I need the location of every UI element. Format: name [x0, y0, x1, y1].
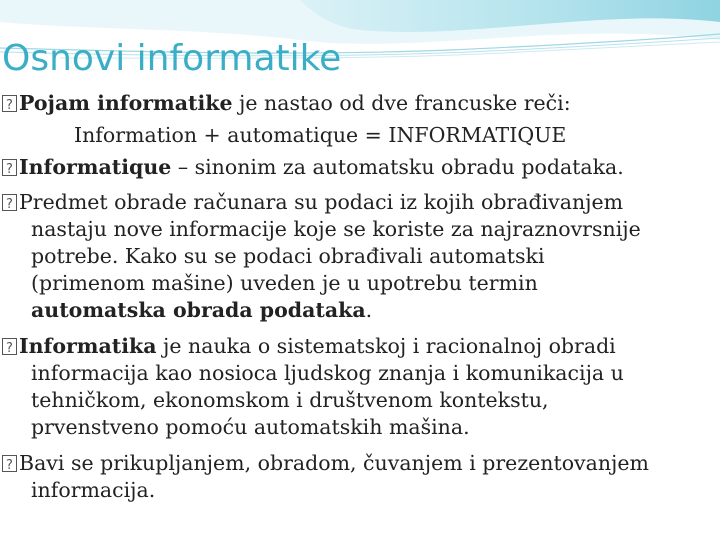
bullet-text: Bavi se prikupljanjem, obradom, čuvanjem i prezentovanjem	[19, 451, 649, 475]
continuation-line	[31, 387, 549, 413]
bold-term: automatska obrada podataka	[31, 298, 366, 322]
bullet-text: (primenom mašine) uveden je u upotrebu termin	[31, 271, 538, 295]
continuation-line	[31, 360, 624, 386]
bullet-line	[2, 450, 649, 476]
continuation-line	[31, 297, 372, 323]
bullet-line	[2, 154, 624, 180]
bullet-text: je nastao od dve francuske reči:	[232, 91, 571, 115]
bullet-text: potrebe. Kako su se podaci obrađivali automatski	[31, 244, 545, 268]
slide-title: Osnovi informatike	[2, 38, 342, 79]
bullet-text: Predmet obrade računara su podaci iz kojih obrađivanjem	[19, 190, 624, 214]
bullet-text: prvenstveno pomoću automatskih mašina.	[31, 415, 470, 439]
formula-line	[74, 122, 566, 148]
bullet-text: – sinonim za automatsku obradu podataka.	[171, 155, 624, 179]
bold-term: Informatique	[19, 155, 172, 179]
bullet-text: informacija kao nosioca ljudskog znanja i komunikacija u	[31, 361, 624, 385]
continuation-line	[31, 477, 155, 503]
bullet-line	[2, 189, 623, 215]
bullet-line	[2, 333, 616, 359]
bullet-text: tehničkom, ekonomskom i društvenom kontekstu,	[31, 388, 549, 412]
bullet-text: je nauka o sistematskoj i racionalnoj obradi	[156, 334, 616, 358]
bullet-text: .	[365, 298, 373, 322]
bullet-text: nastaju nove informacije koje se koriste za najraznovrsnije	[31, 217, 641, 241]
missing-glyph-icon	[2, 338, 17, 355]
bullet-line	[2, 90, 571, 116]
continuation-line	[31, 216, 641, 242]
missing-glyph-icon	[2, 194, 17, 211]
missing-glyph-icon	[2, 95, 17, 112]
bold-term: Informatika	[19, 334, 157, 358]
formula-text: Information + automatique = INFORMATIQUE	[74, 123, 567, 147]
missing-glyph-icon	[2, 159, 17, 176]
bullet-text: informacija.	[31, 478, 156, 502]
bold-term: Pojam informatike	[19, 91, 233, 115]
missing-glyph-icon	[2, 455, 17, 472]
continuation-line	[31, 414, 470, 440]
continuation-line	[31, 270, 538, 296]
continuation-line	[31, 243, 545, 269]
